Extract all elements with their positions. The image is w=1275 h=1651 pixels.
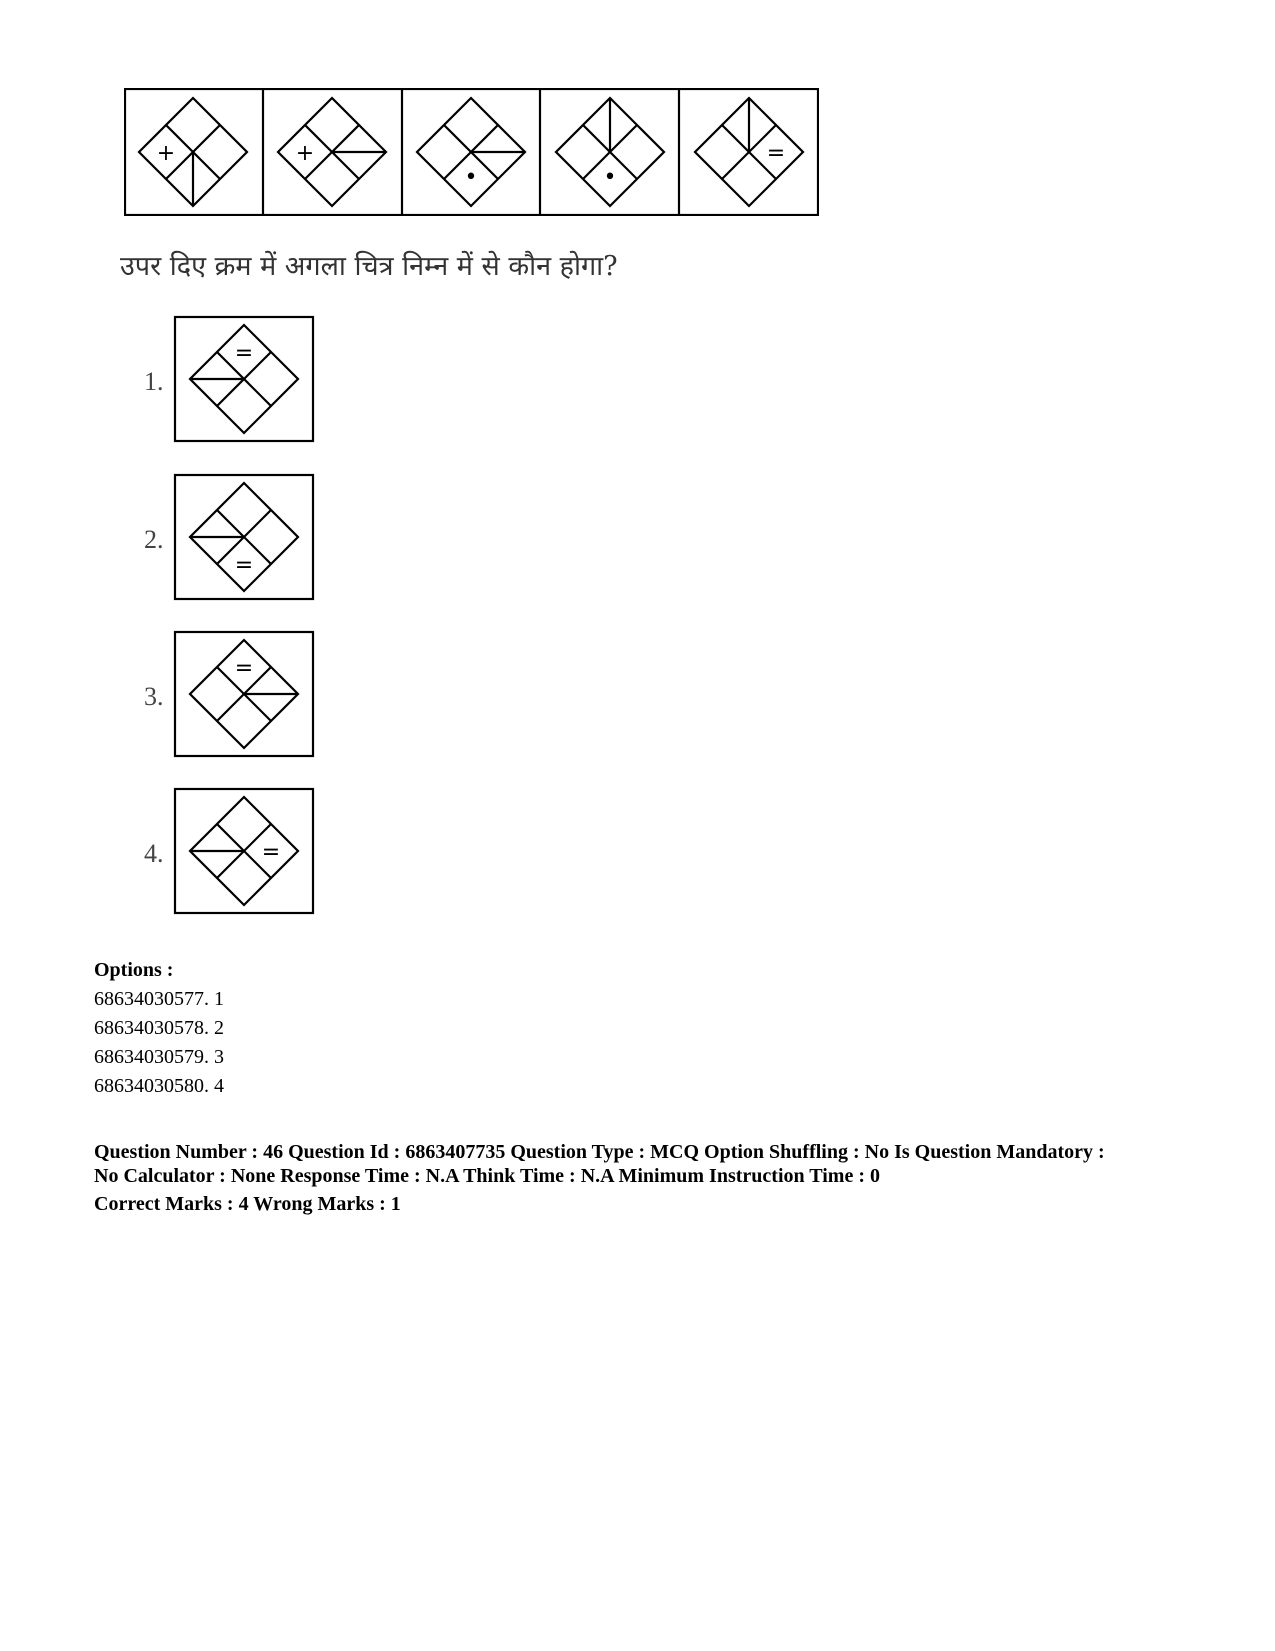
series-symbol-1: +	[156, 141, 176, 166]
answer-figure-label-1: 1.	[144, 367, 164, 396]
question-text: उपर दिए क्रम में अगला चित्र निम्न में से कौन होगा?	[120, 251, 618, 282]
answer-figure-2	[130, 473, 330, 603]
series-figure-4	[556, 98, 664, 206]
series-symbol-3: •	[464, 165, 478, 190]
option-item-1[interactable]: 68634030577. 1	[94, 988, 224, 1010]
series-symbol-5: =	[766, 141, 786, 166]
question-meta	[94, 1140, 1214, 1216]
series-figure-2	[278, 98, 386, 206]
answer-figure-4	[130, 787, 330, 917]
answer-symbol-4: =	[261, 840, 281, 865]
answer-figure-3	[130, 630, 330, 760]
meta-line-1: Question Number : 46 Question Id : 6863407735 Question Type : MCQ Option Shuffling : No Is Question Mandatory :	[94, 1141, 1105, 1163]
series-figure-3	[417, 98, 525, 206]
option-item-3[interactable]: 68634030579. 3	[94, 1046, 224, 1068]
options-heading: Options :	[94, 959, 174, 981]
answer-figure-label-4: 4.	[144, 839, 164, 868]
answer-symbol-1: =	[234, 341, 254, 366]
option-item-2[interactable]: 68634030578. 2	[94, 1017, 224, 1039]
series-symbol-4: •	[603, 165, 617, 190]
series-figure-5	[695, 98, 803, 206]
answer-figure-1	[130, 315, 330, 445]
series-symbol-2: +	[295, 141, 315, 166]
problem-figure-series	[124, 88, 819, 216]
answer-figure-label-2: 2.	[144, 525, 164, 554]
series-figure-1	[139, 98, 247, 206]
answer-symbol-2: =	[234, 553, 254, 578]
option-item-4[interactable]: 68634030580. 4	[94, 1075, 224, 1097]
marks-line: Correct Marks : 4 Wrong Marks : 1	[94, 1193, 401, 1215]
answer-symbol-3: =	[234, 656, 254, 681]
answer-figure-label-3: 3.	[144, 682, 164, 711]
options-block	[94, 956, 224, 1101]
meta-line-2: No Calculator : None Response Time : N.A Think Time : N.A Minimum Instruction Time : 0	[94, 1165, 880, 1187]
